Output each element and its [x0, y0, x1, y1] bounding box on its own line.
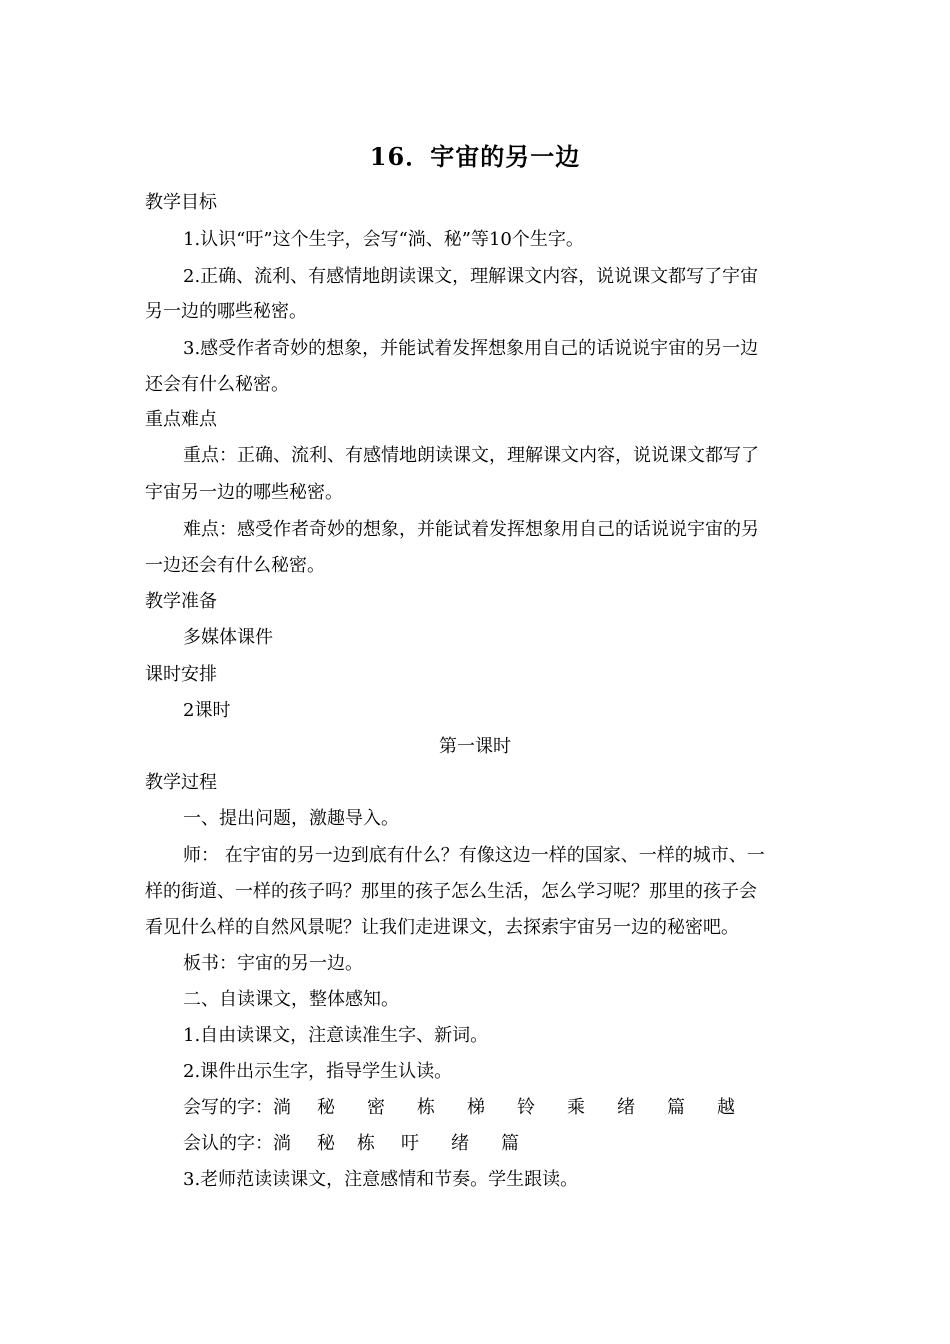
step-1: 一、提出问题，激趣导入。 [183, 808, 399, 829]
keypoint-line-1: 重点：正确、流利、有感情地朗读课文，理解课文内容，说说课文都写了 [183, 445, 759, 466]
section-heading-keypoints: 重点难点 [145, 409, 217, 430]
schedule-text: 2课时 [183, 700, 231, 721]
write-char: 栋 [417, 1097, 435, 1118]
teacher-line-2: 样的街道、一样的孩子吗？那里的孩子怎么生活，怎么学习呢？那里的孩子会 [145, 881, 757, 902]
teacher-line-3: 看见什么样的自然风景呢？让我们走进课文，去探索宇宙另一边的秘密吧。 [145, 917, 739, 938]
write-chars-label: 会写的字： [183, 1097, 273, 1118]
point-1: 1.自由读课文，注意读准生字、新词。 [183, 1025, 489, 1046]
write-char: 密 [367, 1097, 385, 1118]
write-char: 乘 [567, 1097, 585, 1118]
teacher-line-1: 师： 在宇宙的另一边到底有什么？有像这边一样的国家、一样的城市、一 [183, 845, 765, 866]
write-char: 淌 [273, 1097, 291, 1118]
read-chars-row [183, 1131, 810, 1157]
difficulty-line-2: 一边还会有什么秘密。 [145, 555, 325, 576]
write-char: 越 [717, 1097, 735, 1118]
write-char: 梯 [467, 1097, 485, 1118]
write-char: 铃 [517, 1097, 535, 1118]
goal-3-line-2: 还会有什么秘密。 [145, 374, 289, 395]
lesson-title: 第一课时 [439, 736, 511, 757]
read-char: 绪 [451, 1133, 469, 1154]
read-char: 吁 [401, 1133, 419, 1154]
goal-1: 1.认识“吁”这个生字，会写“淌、秘”等10个生字。 [183, 229, 584, 250]
difficulty-line-1: 难点：感受作者奇妙的想象，并能试着发挥想象用自己的话说说宇宙的另 [183, 519, 759, 540]
section-heading-schedule: 课时安排 [145, 664, 217, 685]
board-note: 板书：宇宙的另一边。 [183, 953, 363, 974]
point-3: 3.老师范读读课文，注意感情和节奏。学生跟读。 [183, 1169, 579, 1190]
write-char: 秘 [317, 1097, 335, 1118]
prep-text: 多媒体课件 [183, 627, 273, 648]
write-char: 篇 [667, 1097, 685, 1118]
write-chars-row [183, 1095, 810, 1121]
goal-3-line-1: 3.感受作者奇妙的想象，并能试着发挥想象用自己的话说说宇宙的另一边 [183, 338, 759, 359]
step-2: 二、自读课文，整体感知。 [183, 989, 399, 1010]
read-char: 篇 [501, 1133, 519, 1154]
goal-2-line-1: 2.正确、流利、有感情地朗读课文，理解课文内容，说说课文都写了宇宙 [183, 266, 759, 287]
section-heading-goals: 教学目标 [145, 192, 217, 213]
read-char: 淌 [273, 1133, 291, 1154]
page-title: 16．宇宙的另一边 [369, 142, 581, 171]
point-2: 2.课件出示生字，指导学生认读。 [183, 1061, 453, 1082]
section-heading-process: 教学过程 [145, 772, 217, 793]
read-char: 栋 [357, 1133, 375, 1154]
read-chars-label: 会认的字： [183, 1133, 273, 1154]
section-heading-prep: 教学准备 [145, 591, 217, 612]
keypoint-line-2: 宇宙另一边的哪些秘密。 [145, 482, 343, 503]
write-char: 绪 [617, 1097, 635, 1118]
goal-2-line-2: 另一边的哪些秘密。 [145, 301, 307, 322]
read-char: 秘 [317, 1133, 335, 1154]
